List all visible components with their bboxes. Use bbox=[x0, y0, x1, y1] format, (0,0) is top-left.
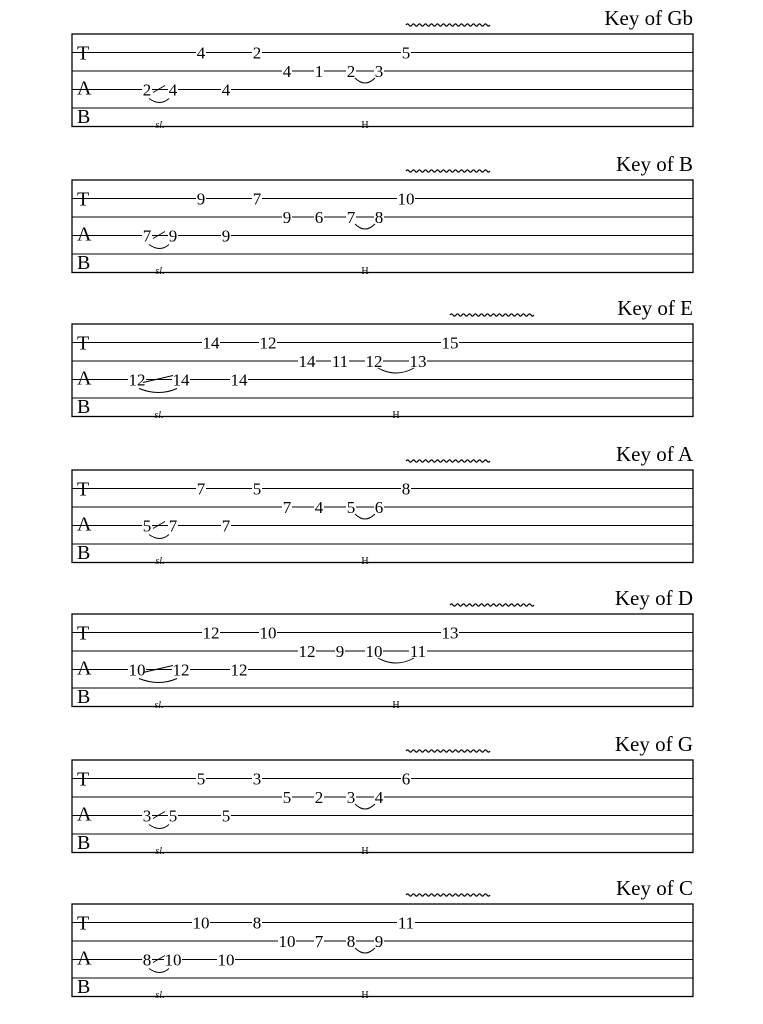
tab-clef-letter: A bbox=[77, 513, 92, 536]
fret-number: 9 bbox=[168, 226, 178, 246]
fret-number: 9 bbox=[196, 189, 206, 209]
tab-clef-letter: A bbox=[77, 657, 92, 680]
fret-number: 14 bbox=[230, 370, 248, 390]
fret-number: 4 bbox=[282, 62, 292, 81]
vibrato-mark bbox=[406, 170, 490, 172]
fret-number: 5 bbox=[196, 769, 206, 789]
fret-number: 7 bbox=[221, 516, 231, 536]
tab-staff bbox=[0, 152, 763, 292]
key-label: Key of A bbox=[616, 442, 693, 466]
fret-number: 3 bbox=[142, 806, 152, 826]
hammer-arc bbox=[355, 948, 375, 953]
fret-number: 11 bbox=[409, 642, 427, 661]
fret-number: 12 bbox=[172, 660, 190, 680]
fret-number: 14 bbox=[298, 352, 316, 371]
tab-clef-letter: B bbox=[77, 396, 91, 418]
fret-number: 13 bbox=[441, 623, 459, 643]
slide-arc bbox=[149, 245, 169, 249]
tab-block bbox=[0, 6, 763, 146]
fret-number: 10 bbox=[164, 950, 182, 970]
fret-number: 7 bbox=[196, 479, 206, 499]
fret-number: 5 bbox=[401, 43, 411, 63]
tab-clef-letter: T bbox=[77, 188, 90, 211]
fret-number: 10 bbox=[397, 189, 415, 209]
slide-arc bbox=[149, 535, 169, 539]
key-label: Key of Gb bbox=[604, 6, 693, 30]
hammer-arc bbox=[355, 514, 375, 519]
tab-clef-letter: B bbox=[77, 686, 91, 708]
fret-number: 10 bbox=[278, 932, 296, 951]
hammer-label: H bbox=[361, 120, 369, 131]
fret-number: 4 bbox=[196, 43, 206, 63]
tab-staff bbox=[0, 442, 763, 582]
hammer-arc bbox=[355, 78, 375, 83]
fret-number: 2 bbox=[346, 62, 356, 81]
fret-number: 4 bbox=[314, 498, 324, 517]
fret-number: 7 bbox=[346, 208, 356, 227]
fret-number: 5 bbox=[282, 788, 292, 807]
fret-number: 5 bbox=[168, 806, 178, 826]
tab-clef-letter: A bbox=[77, 367, 92, 390]
fret-number: 4 bbox=[221, 80, 231, 100]
fret-number: 7 bbox=[142, 226, 152, 246]
key-label: Key of G bbox=[614, 732, 693, 756]
key-label: Key of C bbox=[616, 876, 693, 900]
tab-clef-letter: T bbox=[77, 42, 90, 65]
fret-number: 3 bbox=[252, 769, 262, 789]
slide-label: sl. bbox=[155, 556, 165, 567]
vibrato-mark bbox=[450, 604, 534, 606]
vibrato-mark bbox=[406, 460, 490, 462]
key-label: Key of B bbox=[616, 152, 693, 176]
vibrato-mark bbox=[406, 750, 490, 752]
tab-staff bbox=[0, 586, 763, 726]
hammer-label: H bbox=[361, 266, 369, 277]
fret-number: 10 bbox=[192, 913, 210, 933]
tab-clef-letter: T bbox=[77, 912, 90, 935]
fret-number: 5 bbox=[142, 516, 152, 536]
fret-number: 2 bbox=[142, 80, 152, 100]
fret-number: 6 bbox=[374, 498, 384, 517]
vibrato-mark bbox=[406, 24, 490, 26]
fret-number: 10 bbox=[259, 623, 277, 643]
tab-block bbox=[0, 296, 763, 436]
hammer-label: H bbox=[361, 556, 369, 567]
slide-arc bbox=[149, 825, 169, 829]
fret-number: 8 bbox=[401, 479, 411, 499]
tab-staff bbox=[0, 876, 763, 1016]
tab-staff bbox=[0, 296, 763, 436]
fret-number: 12 bbox=[298, 642, 316, 661]
fret-number: 12 bbox=[128, 370, 146, 390]
slide-label: sl. bbox=[155, 120, 165, 131]
hammer-arc bbox=[355, 224, 375, 229]
fret-number: 3 bbox=[374, 62, 384, 81]
key-label: Key of D bbox=[614, 586, 693, 610]
fret-number: 7 bbox=[168, 516, 178, 536]
slide-label: sl. bbox=[155, 846, 165, 857]
hammer-label: H bbox=[392, 410, 400, 421]
fret-number: 12 bbox=[230, 660, 248, 680]
fret-number: 6 bbox=[314, 208, 324, 227]
tab-block bbox=[0, 586, 763, 726]
key-label: Key of E bbox=[617, 296, 693, 320]
fret-number: 14 bbox=[172, 370, 190, 390]
tab-clef-letter: B bbox=[77, 976, 91, 998]
slide-label: sl. bbox=[155, 266, 165, 277]
fret-number: 11 bbox=[397, 913, 415, 933]
tab-block bbox=[0, 442, 763, 582]
fret-number: 10 bbox=[365, 642, 383, 661]
tab-staff bbox=[0, 6, 763, 146]
fret-number: 8 bbox=[346, 932, 356, 951]
fret-number: 1 bbox=[314, 62, 324, 81]
fret-number: 9 bbox=[374, 932, 384, 951]
fret-number: 8 bbox=[374, 208, 384, 227]
fret-number: 12 bbox=[202, 623, 220, 643]
fret-number: 2 bbox=[314, 788, 324, 807]
fret-number: 10 bbox=[128, 660, 146, 680]
fret-number: 9 bbox=[335, 642, 345, 661]
fret-number: 11 bbox=[331, 352, 349, 371]
fret-number: 5 bbox=[346, 498, 356, 517]
fret-number: 7 bbox=[314, 932, 324, 951]
hammer-label: H bbox=[361, 990, 369, 1001]
fret-number: 5 bbox=[221, 806, 231, 826]
slide-arc bbox=[149, 99, 169, 103]
vibrato-mark bbox=[406, 894, 490, 896]
tab-clef-letter: B bbox=[77, 106, 91, 128]
tab-clef-letter: A bbox=[77, 803, 92, 826]
tab-clef-letter: T bbox=[77, 478, 90, 501]
slide-label: sl. bbox=[155, 990, 165, 1001]
fret-number: 9 bbox=[221, 226, 231, 246]
fret-number: 7 bbox=[282, 498, 292, 517]
vibrato-mark bbox=[450, 314, 534, 316]
hammer-label: H bbox=[361, 846, 369, 857]
fret-number: 10 bbox=[217, 950, 235, 970]
fret-number: 13 bbox=[409, 352, 427, 371]
fret-number: 4 bbox=[374, 788, 384, 807]
fret-number: 3 bbox=[346, 788, 356, 807]
fret-number: 8 bbox=[252, 913, 262, 933]
tab-clef-letter: T bbox=[77, 622, 90, 645]
tab-clef-letter: T bbox=[77, 332, 90, 355]
tab-clef-letter: B bbox=[77, 832, 91, 854]
fret-number: 6 bbox=[401, 769, 411, 789]
tab-staff bbox=[0, 732, 763, 872]
fret-number: 5 bbox=[252, 479, 262, 499]
fret-number: 15 bbox=[441, 333, 459, 353]
tab-block bbox=[0, 152, 763, 292]
tab-clef-letter: B bbox=[77, 252, 91, 274]
hammer-arc bbox=[355, 804, 375, 809]
tab-clef-letter: A bbox=[77, 947, 92, 970]
tab-block bbox=[0, 876, 763, 1016]
fret-number: 8 bbox=[142, 950, 152, 970]
fret-number: 12 bbox=[259, 333, 277, 353]
tab-clef-letter: A bbox=[77, 77, 92, 100]
fret-number: 9 bbox=[282, 208, 292, 227]
fret-number: 14 bbox=[202, 333, 220, 353]
fret-number: 7 bbox=[252, 189, 262, 209]
tab-block bbox=[0, 732, 763, 872]
hammer-label: H bbox=[392, 700, 400, 711]
tab-clef-letter: A bbox=[77, 223, 92, 246]
slide-label: sl. bbox=[154, 410, 164, 421]
fret-number: 2 bbox=[252, 43, 262, 63]
tab-clef-letter: B bbox=[77, 542, 91, 564]
fret-number: 4 bbox=[168, 80, 178, 100]
hammer-arc bbox=[378, 658, 414, 663]
fret-number: 12 bbox=[365, 352, 383, 371]
slide-label: sl. bbox=[154, 700, 164, 711]
tab-clef-letter: T bbox=[77, 768, 90, 791]
